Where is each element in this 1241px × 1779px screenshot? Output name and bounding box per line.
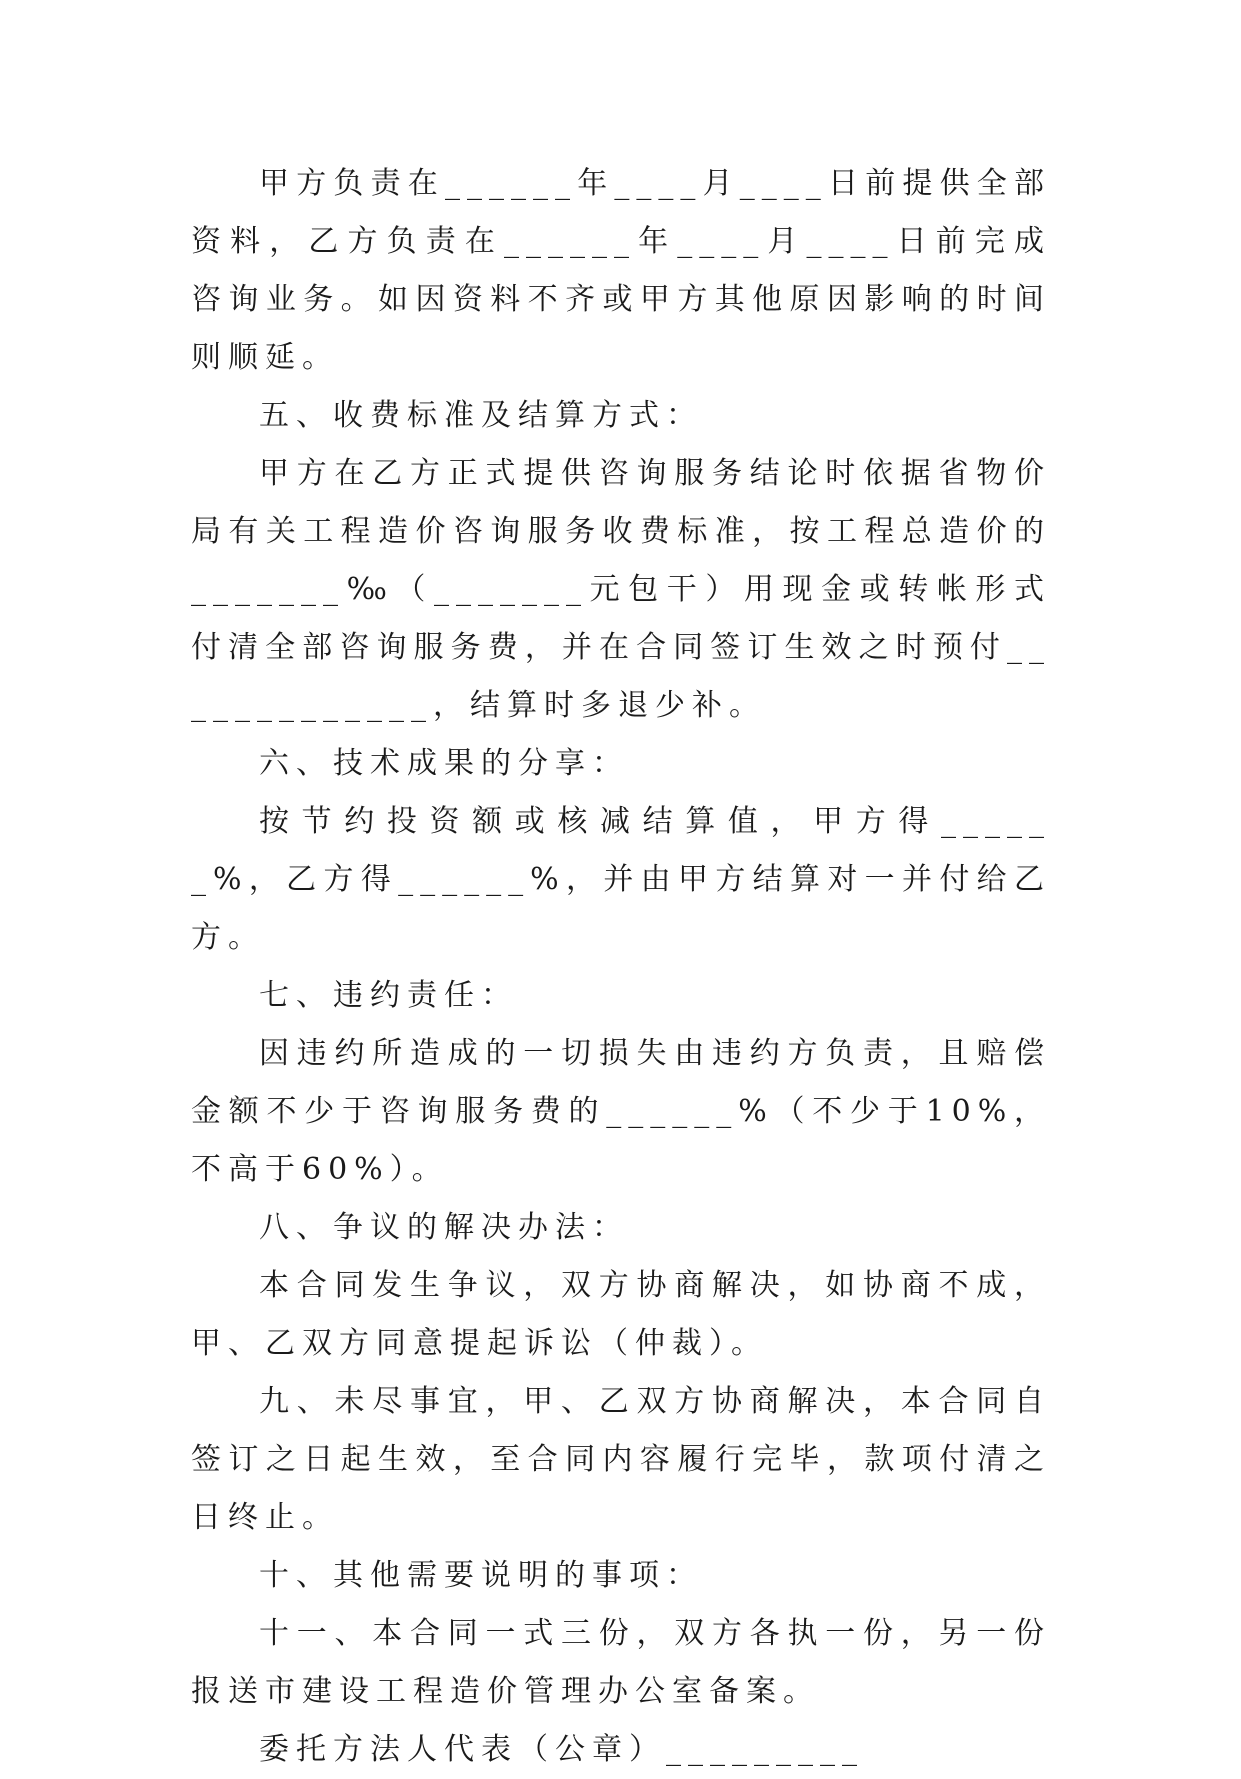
paragraph-dispute: 本合同发生争议，双方协商解决，如协商不成，甲、乙双方同意提起诉讼（仲裁）。	[191, 1268, 1051, 1361]
heading-liability: 七、违约责任：	[259, 978, 518, 1013]
heading-results-sharing: 六、技术成果的分享：	[259, 746, 629, 781]
paragraph-other-matters: 九、未尽事宜，甲、乙双方协商解决，本合同自签订之日起生效，至合同内容履行完毕，款项付清之日终止。	[191, 1384, 1051, 1535]
contract-body	[191, 155, 1051, 1779]
heading-fee-standard: 五、收费标准及结算方式：	[259, 398, 703, 433]
paragraph-schedule: 甲方负责在______年____月____日前提供全部资料，乙方负责在______年____月____日前完成咨询业务。如因资料不齐或甲方其他原因影响的时间则顺延。	[191, 166, 1051, 375]
heading-additional-items: 十、其他需要说明的事项：	[259, 1558, 703, 1593]
paragraph-results-sharing: 按节约投资额或核减结算值，甲方得______%，乙方得______%，并由甲方结算对一并付给乙方。	[191, 804, 1051, 955]
signature-line: 委托方法人代表（公章）_________	[259, 1732, 864, 1767]
paragraph-copies: 十一、本合同一式三份，双方各执一份，另一份报送市建设工程造价管理办公室备案。	[191, 1616, 1051, 1709]
paragraph-fee-standard: 甲方在乙方正式提供咨询服务结论时依据省物价局有关工程造价咨询服务收费标准，按工程总造价的_______‰（_______元包干）用现金或转帐形式付清全部咨询服务费，并在合同签订生效之时预付_____________，结算时多退少补。	[191, 456, 1051, 723]
paragraph-liability: 因违约所造成的一切损失由违约方负责，且赔偿金额不少于咨询服务费的______%（不少于10%，不高于60%）。	[191, 1036, 1051, 1187]
heading-dispute: 八、争议的解决办法：	[259, 1210, 629, 1245]
